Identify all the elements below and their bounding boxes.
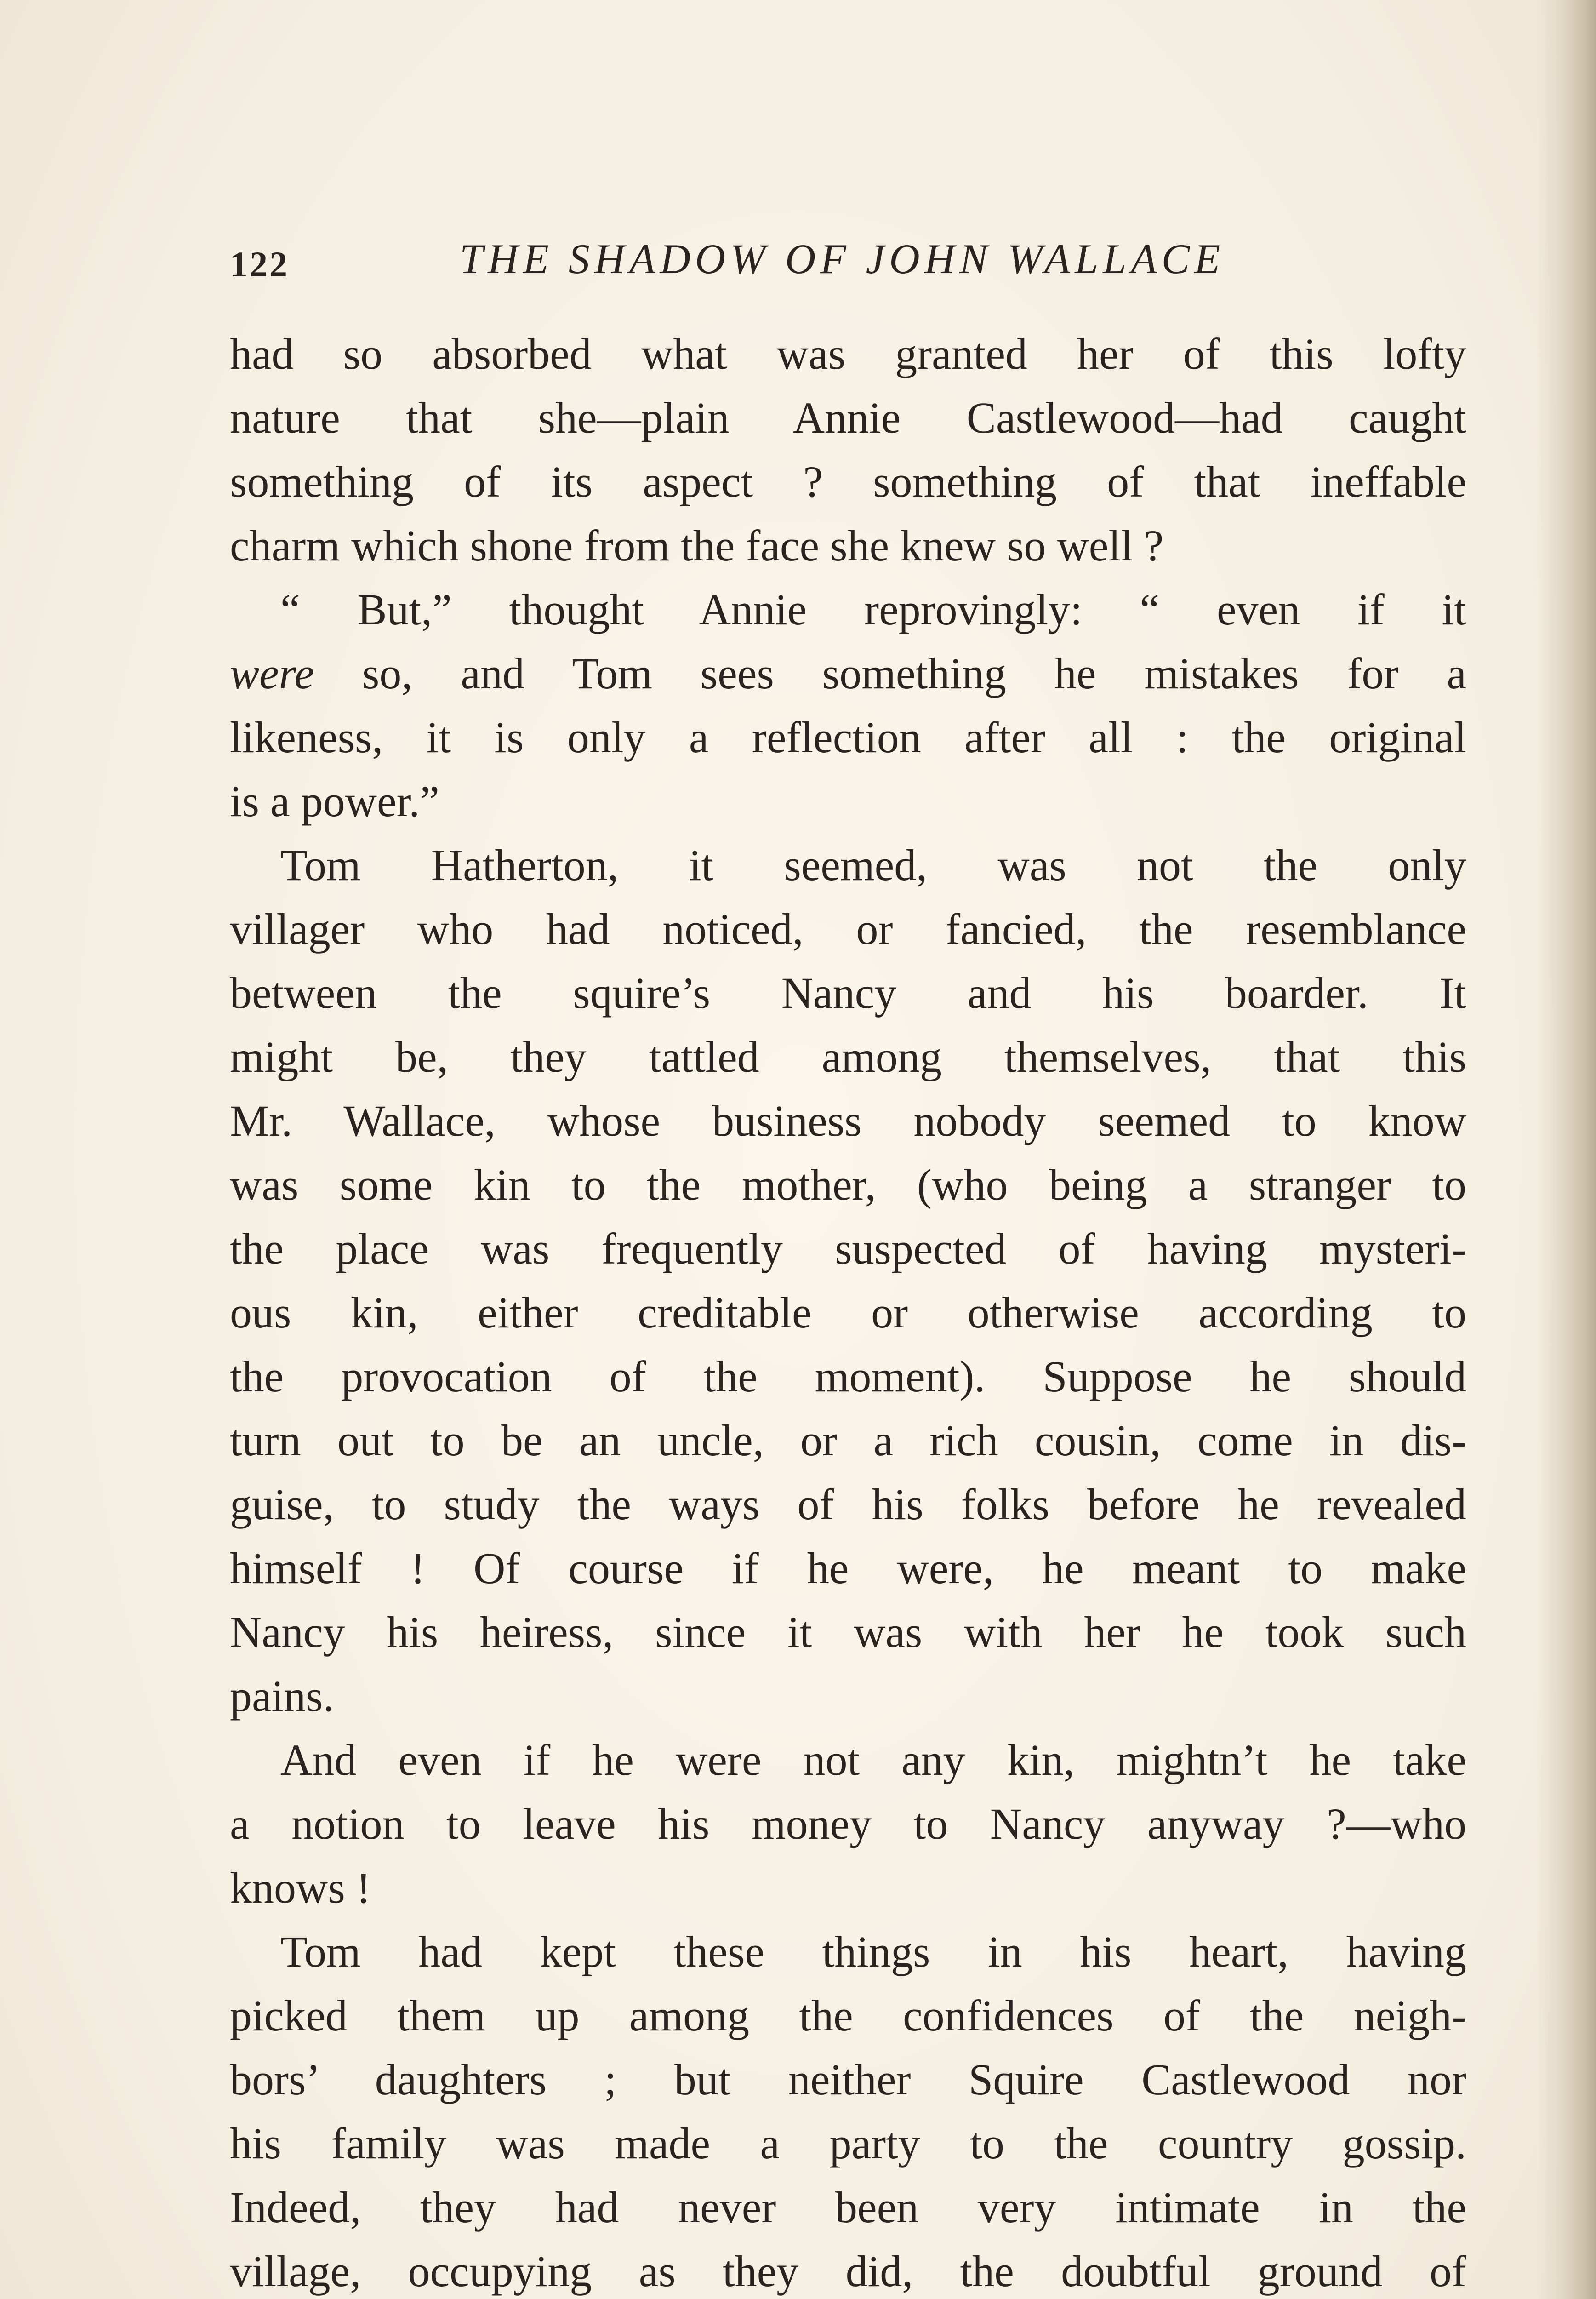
text-line: village, occupying as they did, the doubtful ground of: [230, 2247, 1466, 2296]
text-line: Nancy his heiress, since it was with her he took such: [230, 1607, 1466, 1657]
page-header: [230, 234, 1480, 290]
text-line: “ But,” thought Annie reprovingly: “ even if it: [280, 585, 1466, 634]
text-line: Mr. Wallace, whose business nobody seemed to know: [230, 1096, 1466, 1145]
text-line: between the squire’s Nancy and his boarder. It: [230, 968, 1466, 1018]
paragraph: [230, 1728, 1466, 1920]
text-line: charm which shone from the face she knew so well ?: [230, 521, 1164, 570]
text-line: is a power.”: [230, 777, 439, 826]
text-line: a notion to leave his money to Nancy anyway ?—who: [230, 1799, 1466, 1848]
text-line: had so absorbed what was granted her of this lofty: [230, 329, 1466, 378]
page-number: 122: [230, 244, 289, 284]
text-line: bors’ daughters ; but neither Squire Castlewood nor: [230, 2055, 1466, 2104]
text-line: his family was made a party to the country gossip.: [230, 2119, 1466, 2168]
paragraph: [230, 833, 1466, 1728]
text-line: Tom had kept these things in his heart, having: [280, 1927, 1466, 1976]
body-text: [230, 322, 1466, 2299]
emphasis: were: [230, 649, 314, 698]
text-line: was some kin to the mother, (who being a stranger to: [230, 1160, 1466, 1209]
text-line: nature that she—plain Annie Castlewood—had caught: [230, 393, 1466, 442]
paragraph: [230, 322, 1466, 578]
text-line: something of its aspect ? something of that ineffable: [230, 457, 1466, 506]
paragraph: [230, 578, 1466, 833]
text-line: villager who had noticed, or fancied, the resemblance: [230, 904, 1466, 954]
paragraph: [230, 1920, 1466, 2299]
text-line: ous kin, either creditable or otherwise according to: [230, 1288, 1466, 1337]
text-line: might be, they tattled among themselves, that this: [230, 1032, 1466, 1081]
text-line: were so, and Tom sees something he mistakes for a: [230, 649, 1466, 698]
text-line: picked them up among the confidences of the neigh-: [230, 1991, 1466, 2040]
text-line: likeness, it is only a reflection after all : the original: [230, 713, 1466, 762]
text-line: Indeed, they had never been very intimate in the: [230, 2183, 1466, 2232]
running-title: THE SHADOW OF JOHN WALLACE: [460, 235, 1225, 282]
text-line: himself ! Of course if he were, he meant to make: [230, 1544, 1466, 1593]
text-line: guise, to study the ways of his folks before he revealed: [230, 1480, 1466, 1529]
text-line: the place was frequently suspected of having mysteri-: [230, 1224, 1466, 1273]
page-edge-shadow: [1536, 0, 1596, 2299]
text-line: Tom Hatherton, it seemed, was not the only: [280, 841, 1466, 890]
text-line: pains.: [230, 1671, 334, 1721]
text-line: And even if he were not any kin, mightn’t he take: [280, 1735, 1466, 1784]
text-line: knows !: [230, 1863, 371, 1912]
text-line: turn out to be an uncle, or a rich cousin, come in dis-: [230, 1416, 1466, 1465]
text-line: the provocation of the moment). Suppose he should: [230, 1352, 1466, 1401]
